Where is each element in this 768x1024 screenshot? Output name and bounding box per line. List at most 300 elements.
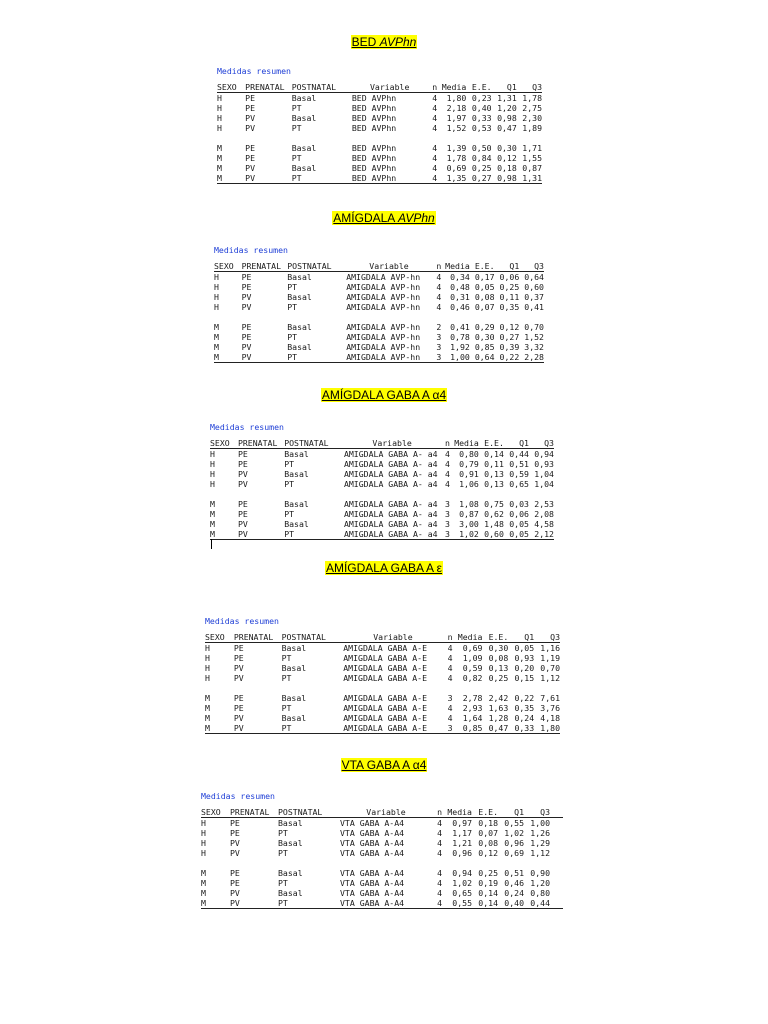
table-cell: PV: [230, 898, 240, 908]
row-gap: [217, 133, 542, 143]
column-header: Q1: [509, 261, 520, 271]
table-cell: PT: [291, 123, 302, 133]
table-cell: H: [201, 818, 206, 828]
table-cell: PV: [233, 723, 244, 733]
table-cell: 2,28: [524, 352, 544, 362]
table-cell: M: [201, 888, 206, 898]
table-cell: M: [205, 713, 210, 723]
table-cell: 1,20: [497, 103, 517, 113]
table-cell: 1,97: [446, 113, 467, 123]
table-row: [214, 322, 544, 332]
table-row: [217, 153, 542, 163]
table-cell: 0,53: [471, 123, 492, 133]
table-cell: 4: [432, 163, 438, 173]
table-cell: 4: [432, 113, 438, 123]
table-cell: 1,06: [459, 479, 479, 489]
table-cell: PV: [233, 713, 244, 723]
table-cell: 0,80: [459, 449, 479, 459]
table-cell: 1,29: [530, 838, 550, 848]
table-row: [201, 838, 563, 848]
table-cell: PV: [233, 673, 244, 683]
table-cell: 0,05: [509, 519, 529, 529]
table-cell: AMIGDALA GABA A- a4: [343, 519, 438, 529]
table-cell: PV: [230, 838, 240, 848]
table-cell: 4: [437, 848, 442, 858]
table-cell: VTA GABA A-A4: [340, 888, 405, 898]
column-header: E.E.: [474, 261, 495, 271]
table-cell: M: [217, 173, 222, 183]
table-cell: Basal: [284, 449, 309, 459]
table-cell: 3: [445, 499, 450, 509]
table-cell: PV: [245, 123, 255, 133]
table-cell: AMIGDALA GABA A-E: [343, 663, 428, 673]
table-cell: 0,25: [488, 673, 509, 683]
table-cell: 2,18: [446, 103, 467, 113]
table-cell: 0,59: [462, 663, 483, 673]
table-cell: 0,12: [478, 848, 498, 858]
table-cell: AMIGDALA AVP-hn: [346, 272, 421, 282]
table-cell: 3: [436, 332, 442, 342]
table-cell: 4: [437, 828, 442, 838]
table-cell: 2,08: [534, 509, 554, 519]
table-cell: Basal: [291, 113, 317, 123]
table-row: [205, 713, 560, 723]
table-cell: M: [214, 352, 219, 362]
table-cell: M: [214, 332, 219, 342]
table-cell: 1,20: [530, 878, 550, 888]
table-cell: AMIGDALA AVP-hn: [346, 302, 421, 312]
table-cell: 0,34: [450, 272, 470, 282]
table-cell: 0,87: [459, 509, 479, 519]
table-cell: PT: [284, 479, 295, 489]
column-header: PRENATAL: [233, 632, 274, 642]
table-cell: 1,80: [540, 723, 561, 733]
table-cell: 1,89: [522, 123, 542, 133]
table-row: [214, 352, 544, 363]
table-cell: Basal: [287, 322, 312, 332]
table-row: [217, 93, 542, 103]
table-cell: 0,40: [471, 103, 492, 113]
table-cell: 4: [445, 479, 450, 489]
table-cell: M: [210, 519, 215, 529]
table-cell: 2,53: [534, 499, 554, 509]
table-cell: PV: [233, 663, 244, 673]
table-cell: 2,78: [462, 693, 483, 703]
table-cell: 0,64: [524, 272, 544, 282]
table-cell: 0,84: [471, 153, 492, 163]
table-cell: 0,24: [504, 888, 524, 898]
table-cell: M: [217, 153, 222, 163]
table-cell: 4: [437, 838, 442, 848]
table-cell: H: [201, 838, 206, 848]
table-cell: 0,13: [484, 469, 504, 479]
table-cell: PE: [233, 653, 244, 663]
table-cell: PT: [284, 509, 295, 519]
table-cell: PV: [237, 519, 248, 529]
table-cell: PE: [230, 818, 240, 828]
table-cell: 0,22: [514, 693, 535, 703]
table-cell: 4: [432, 93, 438, 103]
table-cell: PE: [230, 878, 240, 888]
table-cell: 2,75: [522, 103, 542, 113]
table-cell: 1,21: [452, 838, 472, 848]
table-cell: M: [217, 163, 222, 173]
column-header: Q1: [506, 82, 517, 92]
table-cell: 0,79: [459, 459, 479, 469]
table-cell: 0,27: [499, 332, 520, 342]
row-gap: [205, 683, 560, 693]
table-cell: 0,41: [450, 322, 470, 332]
table-cell: H: [210, 469, 215, 479]
table-cell: 4: [437, 888, 442, 898]
table-cell: 4,18: [540, 713, 561, 723]
table-cell: PT: [281, 723, 292, 733]
table-row: [210, 479, 554, 489]
table-header-row: [210, 438, 554, 449]
table-cell: 0,30: [497, 143, 517, 153]
table-cell: 3,76: [540, 703, 561, 713]
column-header: Q3: [534, 261, 544, 271]
table-cell: 0,87: [522, 163, 542, 173]
table-cell: 0,97: [452, 818, 472, 828]
table-cell: BED AVPhn: [351, 153, 397, 163]
table-cell: M: [210, 509, 215, 519]
table-cell: AMIGDALA GABA A- a4: [343, 509, 438, 519]
table-cell: 0,98: [497, 173, 517, 183]
summary-title: Medidas resumen: [217, 66, 291, 76]
table-cell: 0,80: [530, 888, 550, 898]
table-cell: 0,55: [452, 898, 472, 908]
table-cell: 0,03: [509, 499, 529, 509]
table-cell: 1,08: [459, 499, 479, 509]
table-cell: PV: [241, 292, 252, 302]
table-cell: 4: [436, 302, 442, 312]
table-cell: Basal: [291, 93, 317, 103]
table-cell: BED AVPhn: [351, 113, 397, 123]
table-cell: 0,13: [488, 663, 509, 673]
table-cell: 1,09: [462, 653, 483, 663]
table-cell: PT: [287, 302, 298, 312]
table-cell: 1,48: [484, 519, 504, 529]
table-cell: PT: [287, 332, 298, 342]
table-row: [201, 818, 563, 828]
table-cell: 0,11: [499, 292, 520, 302]
table-cell: AMIGDALA GABA A-E: [343, 653, 428, 663]
table-cell: 0,46: [504, 878, 524, 888]
table-cell: AMIGDALA GABA A- a4: [343, 459, 438, 469]
table-cell: Basal: [278, 838, 303, 848]
table-cell: H: [205, 673, 210, 683]
table-cell: PV: [237, 479, 248, 489]
table-cell: 0,08: [488, 653, 509, 663]
table-cell: M: [201, 878, 206, 888]
table-cell: 0,07: [478, 828, 498, 838]
row-gap: [210, 489, 554, 499]
table-cell: 1,00: [530, 818, 550, 828]
table-cell: H: [214, 292, 219, 302]
column-header: SEXO: [205, 632, 225, 642]
table-cell: 0,19: [478, 878, 498, 888]
table-row: [210, 529, 554, 540]
table-cell: 1,55: [522, 153, 542, 163]
table-cell: 4: [447, 663, 453, 673]
table-cell: VTA GABA A-A4: [340, 868, 405, 878]
table-cell: AMIGDALA GABA A-E: [343, 713, 428, 723]
table-cell: 4: [437, 868, 442, 878]
section-heading-amigdala-gaba-e: AMÍGDALA GABA A ε: [325, 561, 443, 575]
table-cell: 4: [437, 878, 442, 888]
table-cell: H: [210, 449, 215, 459]
table-cell: AMIGDALA GABA A-E: [343, 703, 428, 713]
table-cell: VTA GABA A-A4: [340, 838, 405, 848]
table-cell: VTA GABA A-A4: [340, 818, 405, 828]
table-cell: 0,85: [462, 723, 483, 733]
table-cell: BED AVPhn: [351, 103, 397, 113]
table-cell: Basal: [278, 888, 303, 898]
table-cell: 0,05: [509, 529, 529, 539]
table-cell: M: [210, 529, 215, 539]
table-cell: 3: [436, 352, 442, 362]
summary-table-bed-avphn: [217, 64, 542, 184]
table-cell: 0,25: [499, 282, 520, 292]
table-cell: AMIGDALA AVP-hn: [346, 332, 421, 342]
column-header: SEXO: [210, 438, 230, 448]
column-header: SEXO: [201, 807, 221, 817]
table-cell: 1,31: [522, 173, 542, 183]
table-cell: 0,18: [478, 818, 498, 828]
table-cell: 0,18: [497, 163, 517, 173]
table-cell: H: [217, 123, 222, 133]
table-cell: 1,80: [446, 93, 467, 103]
column-header: Variable: [369, 261, 409, 271]
table-cell: 0,41: [524, 302, 544, 312]
column-header: Media: [457, 632, 483, 642]
table-row: [210, 449, 554, 459]
table-cell: 0,30: [488, 643, 509, 653]
table-cell: 1,92: [450, 342, 470, 352]
table-cell: 0,60: [524, 282, 544, 292]
table-row: [201, 878, 563, 888]
table-cell: 0,69: [446, 163, 467, 173]
table-cell: 0,39: [499, 342, 520, 352]
table-row: [214, 282, 544, 292]
table-cell: 2,12: [534, 529, 554, 539]
table-cell: 0,98: [497, 113, 517, 123]
table-cell: 0,22: [499, 352, 520, 362]
table-row: [205, 673, 560, 683]
table-cell: 0,14: [478, 898, 498, 908]
table-cell: 0,07: [474, 302, 495, 312]
table-cell: PE: [237, 499, 248, 509]
table-cell: M: [201, 868, 206, 878]
table-cell: VTA GABA A-A4: [340, 898, 405, 908]
table-cell: 4: [447, 653, 453, 663]
column-header: Q1: [524, 632, 535, 642]
table-row: [217, 113, 542, 123]
table-cell: 1,52: [524, 332, 544, 342]
table-cell: 0,05: [514, 643, 535, 653]
table-cell: H: [214, 302, 219, 312]
table-cell: M: [214, 342, 219, 352]
table-cell: AMIGDALA GABA A- a4: [343, 499, 438, 509]
table-cell: M: [210, 499, 215, 509]
table-cell: Basal: [291, 163, 317, 173]
table-cell: PE: [241, 322, 252, 332]
column-header: PRENATAL: [237, 438, 278, 448]
table-cell: 3: [436, 342, 442, 352]
table-cell: 3: [447, 693, 453, 703]
table-cell: AMIGDALA GABA A- a4: [343, 529, 438, 539]
table-cell: 0,85: [474, 342, 495, 352]
table-cell: AMIGDALA AVP-hn: [346, 292, 421, 302]
table-cell: 3: [447, 723, 453, 733]
table-cell: H: [210, 479, 215, 489]
table-row: [217, 163, 542, 173]
table-cell: Basal: [287, 292, 312, 302]
table-row: [205, 693, 560, 703]
text-cursor: [211, 539, 212, 549]
table-cell: 1,00: [450, 352, 470, 362]
table-cell: 0,35: [499, 302, 520, 312]
table-cell: 0,93: [514, 653, 535, 663]
column-header: POSTNATAL: [284, 438, 329, 448]
table-cell: PE: [237, 509, 248, 519]
table-row: [214, 272, 544, 282]
table-cell: 4: [447, 643, 453, 653]
column-header: Variable: [373, 632, 413, 642]
table-cell: PT: [278, 898, 288, 908]
table-cell: BED AVPhn: [351, 93, 397, 103]
table-cell: 0,90: [530, 868, 550, 878]
table-cell: H: [217, 113, 222, 123]
column-header: Q3: [540, 807, 550, 817]
table-cell: AMIGDALA GABA A- a4: [343, 479, 438, 489]
table-header-row: [205, 632, 560, 643]
table-row: [205, 723, 560, 734]
column-header: PRENATAL: [241, 261, 282, 271]
table-cell: 0,27: [471, 173, 492, 183]
table-cell: 0,14: [478, 888, 498, 898]
table-cell: H: [217, 103, 222, 113]
table-cell: PE: [245, 103, 255, 113]
table-cell: H: [201, 848, 206, 858]
table-cell: 1,64: [462, 713, 483, 723]
table-cell: PE: [241, 332, 252, 342]
table-cell: Basal: [284, 469, 309, 479]
table-cell: Basal: [287, 342, 312, 352]
column-header: Q3: [532, 82, 542, 92]
table-cell: PV: [230, 888, 240, 898]
table-cell: PE: [233, 643, 244, 653]
table-cell: 0,05: [474, 282, 495, 292]
table-cell: 0,69: [504, 848, 524, 858]
column-header: Q3: [550, 632, 561, 642]
table-cell: M: [205, 703, 210, 713]
table-cell: PV: [230, 848, 240, 858]
table-cell: 4: [447, 673, 453, 683]
table-cell: Basal: [291, 143, 317, 153]
table-cell: PT: [281, 673, 292, 683]
table-cell: 1,78: [522, 93, 542, 103]
table-cell: 0,06: [499, 272, 520, 282]
table-cell: 0,08: [478, 838, 498, 848]
column-header: Q3: [544, 438, 554, 448]
table-cell: AMIGDALA AVP-hn: [346, 322, 421, 332]
table-header-row: [214, 261, 544, 272]
column-header: Variable: [366, 807, 406, 817]
table-cell: 1,28: [488, 713, 509, 723]
table-cell: PT: [287, 352, 298, 362]
table-cell: PT: [291, 103, 302, 113]
table-cell: Basal: [281, 713, 307, 723]
table-cell: H: [205, 653, 210, 663]
table-cell: 3: [445, 529, 450, 539]
table-cell: 0,12: [497, 153, 517, 163]
table-cell: VTA GABA A-A4: [340, 848, 405, 858]
table-cell: H: [205, 663, 210, 673]
table-cell: Basal: [287, 272, 312, 282]
table-cell: 0,33: [471, 113, 492, 123]
table-cell: 0,20: [514, 663, 535, 673]
table-row: [214, 332, 544, 342]
table-cell: PV: [237, 529, 248, 539]
table-cell: 0,17: [474, 272, 495, 282]
table-cell: H: [217, 93, 222, 103]
section-heading-vta-gaba-a4: VTA GABA A α4: [341, 758, 427, 772]
table-cell: 0,75: [484, 499, 504, 509]
table-row: [210, 499, 554, 509]
table-cell: AMIGDALA GABA A- a4: [343, 449, 438, 459]
table-cell: PE: [241, 272, 252, 282]
column-header: SEXO: [217, 82, 237, 92]
table-cell: 4: [447, 703, 453, 713]
table-cell: 4: [432, 123, 438, 133]
table-cell: 0,30: [474, 332, 495, 342]
table-cell: Basal: [281, 643, 307, 653]
table-cell: 4: [447, 713, 453, 723]
table-cell: 0,12: [499, 322, 520, 332]
table-cell: 0,29: [474, 322, 495, 332]
table-row: [201, 868, 563, 878]
table-cell: PV: [241, 302, 252, 312]
table-cell: 4: [432, 143, 438, 153]
table-cell: 1,35: [446, 173, 467, 183]
table-cell: M: [217, 143, 222, 153]
table-cell: 0,47: [488, 723, 509, 733]
table-cell: H: [205, 643, 210, 653]
summary-table-amigdala-gaba-a4: [210, 420, 554, 540]
table-cell: 0,91: [459, 469, 479, 479]
summary-title: Medidas resumen: [210, 422, 284, 432]
table-cell: PV: [245, 113, 255, 123]
table-cell: M: [205, 723, 210, 733]
table-cell: 0,48: [450, 282, 470, 292]
table-cell: 0,15: [514, 673, 535, 683]
table-cell: 1,71: [522, 143, 542, 153]
table-cell: PE: [237, 459, 248, 469]
table-cell: PT: [278, 878, 288, 888]
table-cell: PV: [245, 173, 255, 183]
table-cell: 0,93: [534, 459, 554, 469]
table-cell: 0,62: [484, 509, 504, 519]
column-header: PRENATAL: [245, 82, 285, 92]
table-cell: PT: [284, 529, 295, 539]
table-cell: AMIGDALA AVP-hn: [346, 342, 421, 352]
table-cell: 0,40: [504, 898, 524, 908]
table-cell: 3: [445, 519, 450, 529]
table-row: [210, 519, 554, 529]
column-header: POSTNATAL: [281, 632, 326, 642]
